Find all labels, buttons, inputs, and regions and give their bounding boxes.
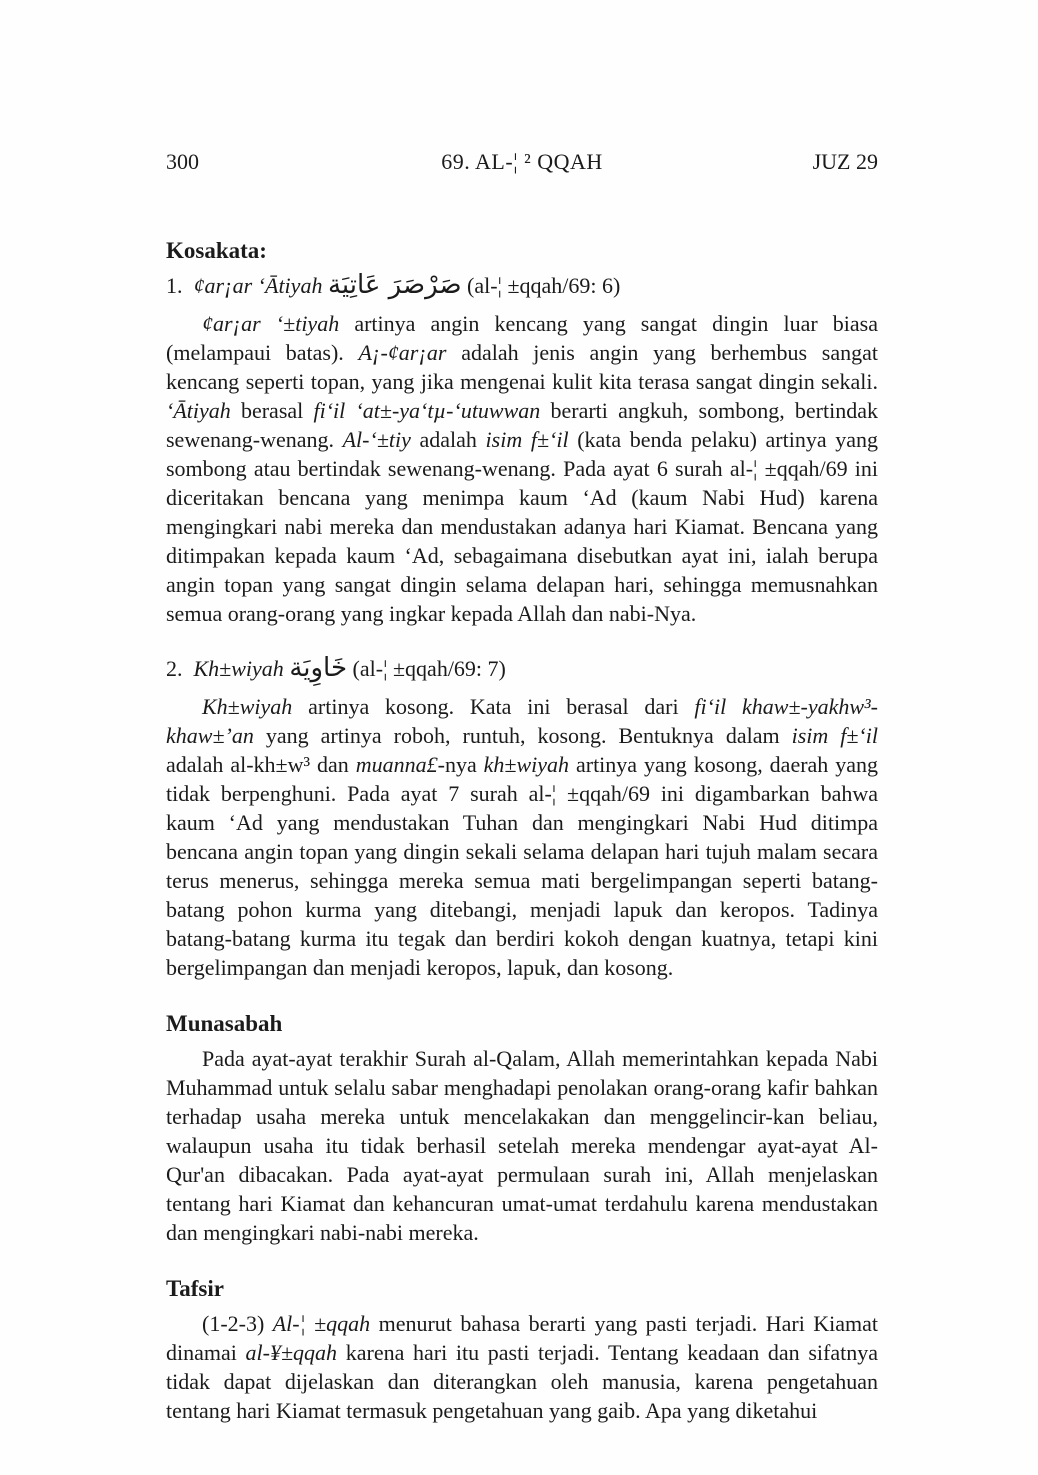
page-header	[166, 149, 878, 175]
munasabah-paragraph: Pada ayat-ayat terakhir Surah al-Qalam, Allah memerintahkan kepada Nabi Muhammad untuk selalu sabar menghadapi penolakan orang-orang kafir bahkan terhadap usaha mereka untuk mencelakakan dan menggelincir-kan beliau, walaupun usaha itu tidak berhasil setelah mereka mendengar ayat-ayat Al-Qur'an dibacakan. Pada ayat-ayat permulaan surah ini, Allah menjelaskan tentang hari Kiamat dan kehancuran umat-umat terdahulu karena mendustakan dan mengingkari nabi-nabi mereka.	[166, 1046, 878, 1245]
tafsir-heading: Tafsir	[166, 1276, 224, 1301]
kosakata-heading: Kosakata:	[166, 238, 267, 263]
page-number: 300	[166, 149, 199, 174]
juz-label: JUZ 29	[812, 149, 878, 174]
kosakata-item-2-paragraph: Kh±wiyah artinya kosong. Kata ini berasal dari fi‘il khaw±-yakhw³-khaw±’an yang artinya roboh, runtuh, kosong. Bentuknya dalam isim f±‘il adalah al-kh±w³ dan muanna£-nya kh±wiyah artinya yang kosong, daerah yang tidak berpenghuni. Pada ayat 7 surah al-¦ ±qqah/69 ini digambarkan bahwa kaum ‘Ad yang mendustakan Tuhan dan mengingkari Nabi Hud ditimpa bencana angin topan yang dingin sekali selama delapan hari tujuh malam secara terus menerus, sehingga mereka semua mati bergelimpangan seperti batang-batang pohon kurma yang ditebangi, menjadi lapuk dan keropos. Tadinya batang-batang kurma itu tegak dan berdiri kokoh dengan kuatnya, tetapi kini bergelimpangan dan menjadi keropos, lapuk, dan kosong.	[166, 694, 878, 980]
munasabah-heading: Munasabah	[166, 1011, 283, 1036]
running-title: 69. AL-¦ ² QQAH	[441, 149, 603, 174]
kosakata-item-2-term: 2. Kh±wiyah خَاوِيَة (al-¦ ±qqah/69: 7)	[166, 653, 506, 683]
kosakata-item-1-paragraph: ¢ar¡ar ‘±tiyah artinya angin kencang yang sangat dingin luar biasa (melampaui batas). A¡-¢ar¡ar adalah jenis angin yang berhembus sangat kencang seperti topan, yang jika mengenai kulit kita terasa sangat dingin sekali. ‘Ātiyah berasal fi‘il ‘at±-ya‘tµ-‘utuwwan berarti angkuh, sombong, bertindak sewenang-wenang. Al-‘±tiy adalah isim f±‘il (kata benda pelaku) artinya yang sombong atau bertindak sewenang-wenang. Pada ayat 6 surah al-¦ ±qqah/69 ini diceritakan bencana yang menimpa kaum ‘Ad (kaum Nabi Hud) karena mengingkari nabi mereka dan mendustakan adanya hari Kiamat. Bencana yang ditimpakan kepada kaum ‘Ad, sebagaimana disebutkan ayat ini, ialah berupa angin topan yang sangat dingin selama delapan hari, sehingga memusnahkan semua orang-orang yang ingkar kepada Allah dan nabi-Nya.	[166, 311, 879, 626]
kosakata-item-1-term: 1. ¢ar¡ar ‘Ātiyah صَرْصَرَ عَاتِيَة (al-¦ ±qqah/69: 6)	[166, 270, 621, 300]
tafsir-paragraph: (1-2-3) Al-¦ ±qqah menurut bahasa berarti yang pasti terjadi. Hari Kiamat dinamai al-¥±qqah karena hari itu pasti terjadi. Tentang keadaan dan sifatnya tidak dapat dijelaskan dan diterangkan oleh manusia, karena pengetahuan tentang hari Kiamat termasuk pengetahuan yang gaib. Apa yang diketahui	[166, 1311, 879, 1423]
